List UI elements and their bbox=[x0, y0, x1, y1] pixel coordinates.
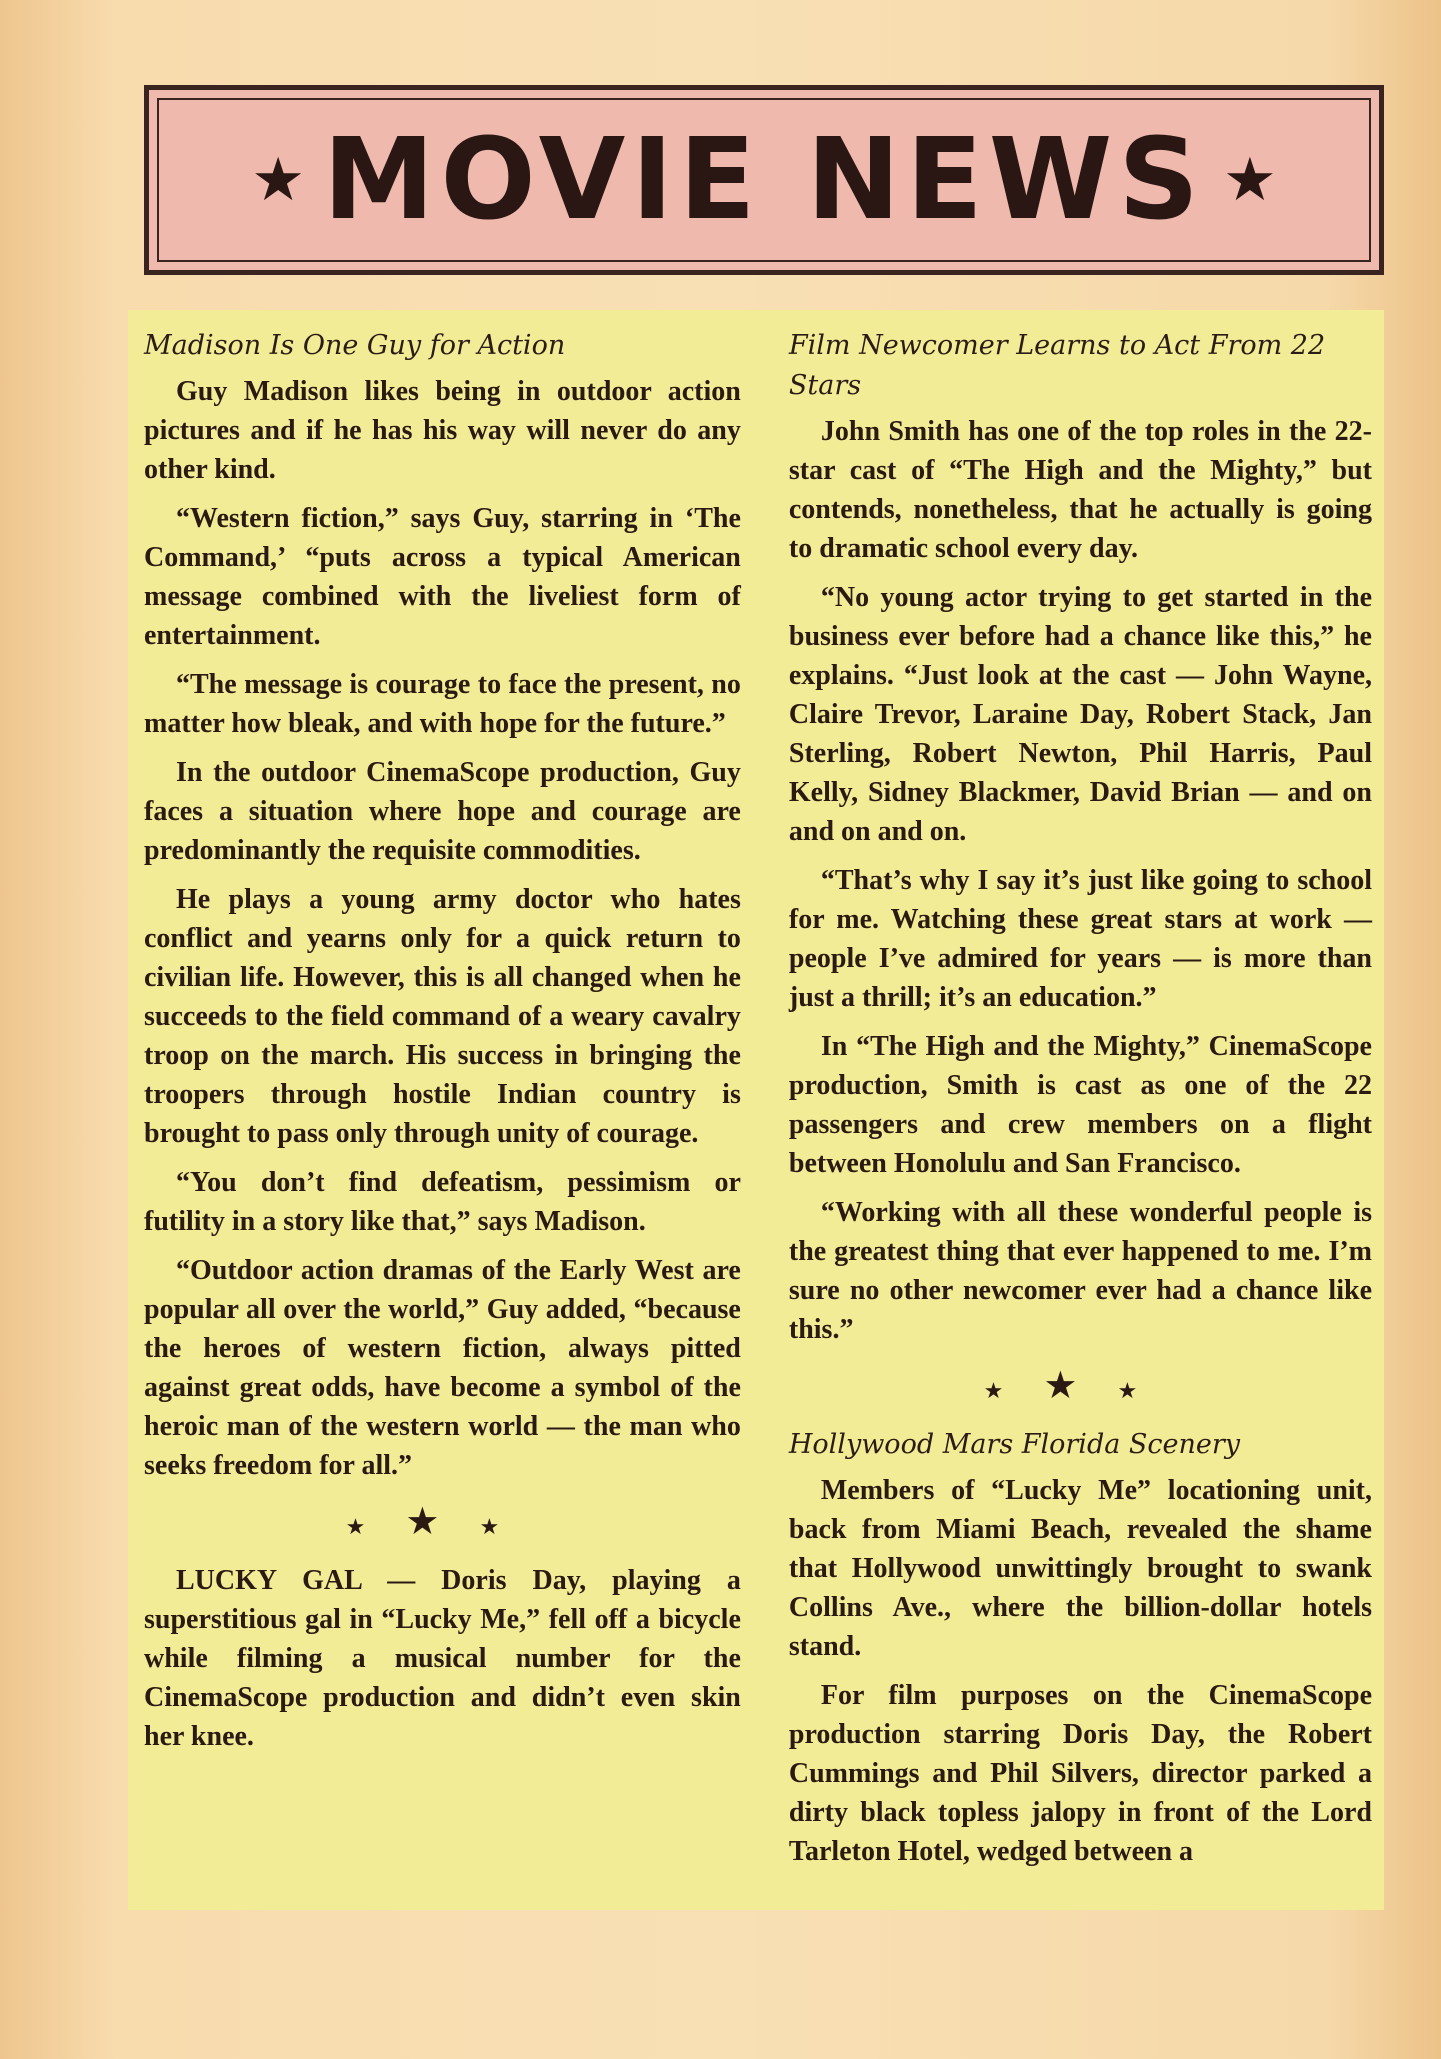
paragraph: John Smith has one of the top roles in the 22-star cast of “The High and the Mighty,” but contends, nonetheless, that he actually is going to dramatic school every day. bbox=[788, 416, 1372, 564]
headline-newcomer: Film Newcomer Learns to Act From 22 Stars bbox=[788, 330, 1326, 401]
star-left-icon: ★ bbox=[251, 145, 306, 215]
paragraph: Guy Madison likes being in outdoor action pictures and if he has his way will never do any other kind. bbox=[144, 376, 741, 485]
paragraph: He plays a young army doctor who hates conflict and yearns only for a quick return to civilian life. However, this is all changed when he succeeds to the field command of a weary cavalry troop on the march. His success in bringing the troopers through hostile Indian country is brought to pass only through unity of courage. bbox=[144, 884, 741, 1149]
paragraph: Members of “Lucky Me” locationing unit, back from Miami Beach, revealed the shame that Hollywood unwittingly brought to swank Collins Ave., where the billion-dollar hotels stand. bbox=[788, 1475, 1372, 1662]
small-star-icon: ★ bbox=[1117, 1379, 1178, 1404]
masthead-inner bbox=[149, 90, 1379, 270]
headline-hollywood: Hollywood Mars Florida Scenery bbox=[788, 1429, 1241, 1460]
paragraph: “Working with all these wonderful people is the greatest thing that ever happened to me. I’m sure no other newcomer ever had a chance like this.” bbox=[788, 1197, 1372, 1345]
paragraph: “You don’t find defeatism, pessimism or futility in a story like that,” says Madison. bbox=[144, 1167, 741, 1237]
small-star-icon: ★ bbox=[983, 1379, 1044, 1404]
star-right-icon: ★ bbox=[1222, 145, 1277, 215]
big-star-icon: ★ bbox=[405, 1499, 480, 1543]
paragraph: “Western fiction,” says Guy, starring in ‘The Command,’ “puts across a typical American message combined with the liveliest form of entertainment. bbox=[144, 503, 741, 651]
right-column bbox=[775, 326, 1372, 1910]
star-divider bbox=[144, 1499, 741, 1543]
left-column bbox=[144, 326, 741, 1910]
masthead-banner bbox=[144, 85, 1384, 275]
masthead-title: MOVIE NEWS bbox=[323, 115, 1205, 245]
headline-madison: Madison Is One Guy for Action bbox=[144, 330, 566, 361]
small-star-icon: ★ bbox=[345, 1515, 406, 1540]
paragraph: In the outdoor CinemaScope production, Guy faces a situation where hope and courage are predominantly the requisite commodities. bbox=[144, 757, 741, 866]
article-area bbox=[128, 310, 1384, 1910]
paragraph: “That’s why I say it’s just like going to school for me. Watching these great stars at work — people I’ve admired for years — is more than just a thrill; it’s an education.” bbox=[788, 865, 1372, 1013]
brief-lucky-gal: LUCKY GAL — Doris Day, playing a superstitious gal in “Lucky Me,” fell off a bicycle while filming a musical number for the CinemaScope production and didn’t even skin her knee. bbox=[144, 1565, 741, 1752]
paragraph: In “The High and the Mighty,” CinemaScope production, Smith is cast as one of the 22 passengers and crew members on a flight between Honolulu and San Francisco. bbox=[788, 1031, 1372, 1179]
small-star-icon: ★ bbox=[479, 1515, 540, 1540]
paragraph: For film purposes on the CinemaScope production starring Doris Day, the Robert Cummings and Phil Silvers, director parked a dirty black topless jalopy in front of the Lord Tarleton Hotel, wedged between a bbox=[788, 1680, 1372, 1867]
big-star-icon: ★ bbox=[1043, 1363, 1118, 1407]
paragraph: “Outdoor action dramas of the Early West are popular all over the world,” Guy added, “because the heroes of western fiction, always pitted against great odds, have become a symbol of the heroic man of the western world — the man who seeks freedom for all.” bbox=[144, 1255, 741, 1481]
paragraph: “The message is courage to face the present, no matter how bleak, and with hope for the future.” bbox=[144, 669, 741, 739]
paragraph: “No young actor trying to get started in the business ever before had a chance like this,” he explains. “Just look at the cast — John Wayne, Claire Trevor, Laraine Day, Robert Stack, Jan Sterling, Robert Newton, Phil Harris, Paul Kelly, Sidney Blackmer, David Brian — and on and on and on. bbox=[788, 582, 1372, 847]
star-divider bbox=[789, 1363, 1372, 1407]
